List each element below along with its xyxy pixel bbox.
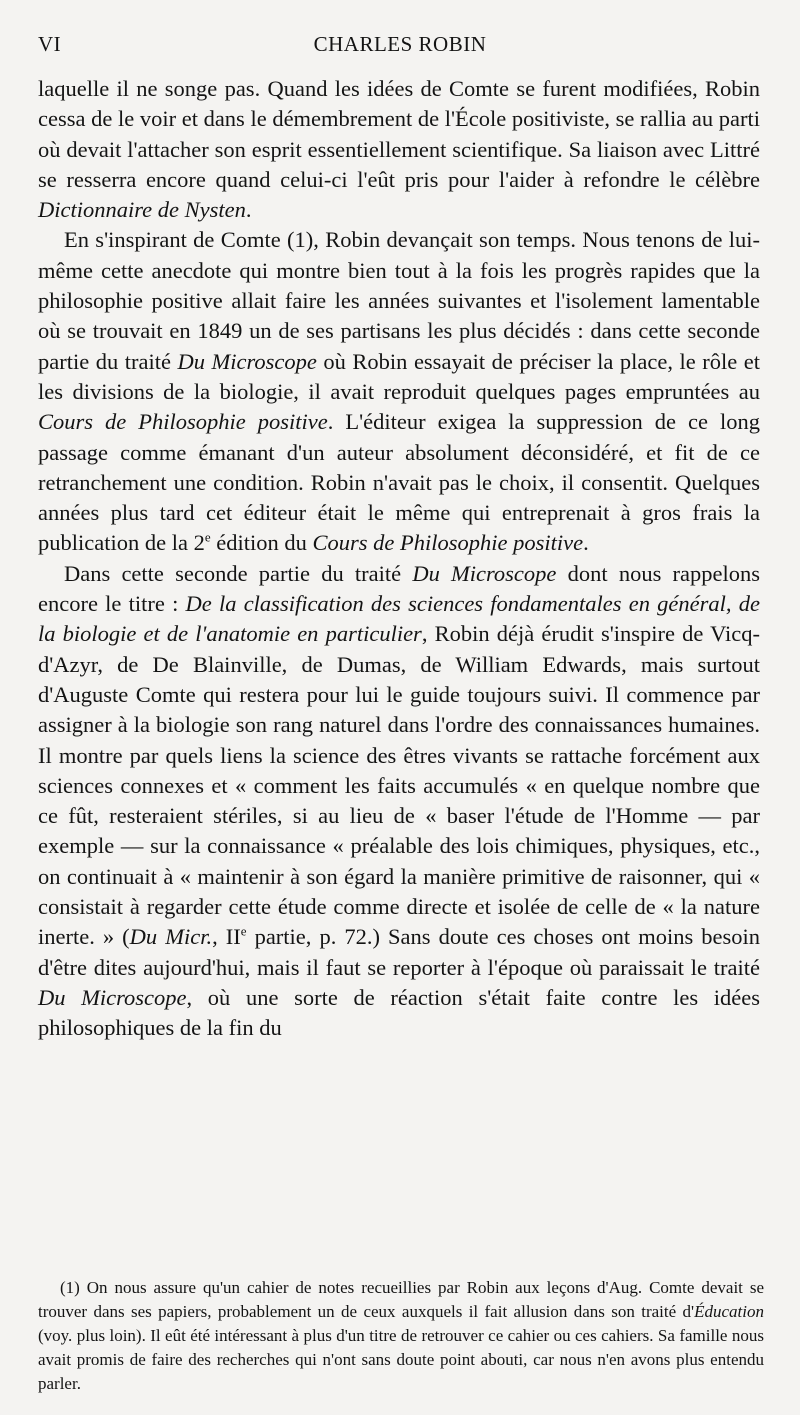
paragraph-3 [38,559,760,1044]
text-run: . L'éditeur exigea la suppression de ce long passage comme émanant d'un auteur absolument déconsidéré, et fit de ce retranchement une condition. Robin n'avait pas le choix, il consentit. Quelques années plus tard cet éditeur était le même qui entreprenait à gros frais la publication de la 2 [38,409,760,556]
page-number: VI [38,32,62,56]
italic-run: Du Microscope [412,560,557,586]
footnote-run-italic: Éducation [694,1302,764,1321]
paragraph-1 [38,74,760,225]
text-run: . [583,530,589,556]
body-text [38,74,760,1044]
italic-run: De la classification des sciences fondamentales en général, de la biologie et de l'anatomie en particulier [38,591,760,647]
italic-run: Cours de Philosophie positive [38,409,328,435]
text-run: édition du [210,530,313,556]
superscript-run: e [240,923,247,939]
footnote [38,1276,764,1396]
superscript-run: e [204,529,211,545]
text-run: Dans cette seconde partie du traité [64,560,413,586]
italic-run: Cours de Philosophie positive [312,530,584,556]
footnote-run-text: (voy. plus loin). Il eût été intéressant à plus d'un titre de retrouver ce cahier ou ces cahiers. Sa famille nous avait promis de faire des recherches qui n'ont sans doute point abouti, car nous n'en avons plus entendu parler. [38,1326,764,1393]
text-run: laquelle il ne songe pas. Quand les idées de Comte se furent modifiées, Robin cessa de le voir et dans le démembrement de l'École positiviste, se rallia au parti où devait l'attacher son esprit essentiellement scientifique. Sa liaison avec Littré se resserra encore quand celui-ci l'eût pris pour l'aider à refondre le célèbre [38,76,760,192]
italic-run: Du Microscope [177,348,317,374]
italic-run: Du Microscope [38,984,187,1010]
text-run: . [245,197,252,223]
text-run: partie, p. 72.) Sans doute ces choses ont moins besoin d'être dites aujourd'hui, mais il faut se reporter à l'époque où paraissait le traité [38,924,760,980]
footnote-text [38,1276,764,1396]
text-run: , II [212,924,241,950]
footnote-run-text: (1) On nous assure qu'un cahier de notes recueillies par Robin aux leçons d'Aug. Comte devait se trouver dans ses papiers, probablement un de ceux auxquels il fait allusion dans son traité d' [38,1278,764,1321]
italic-run: Dictionnaire de Nysten [38,197,246,223]
text-run: , où une sorte de réaction s'était faite contre les idées philosophiques de la fin du [38,984,760,1041]
running-head [38,32,762,62]
italic-run: Du Micr. [129,924,213,950]
paragraph-2 [38,225,760,558]
text-run: dont nous rappelons encore le titre : [38,560,761,617]
text-run: En s'inspirant de Comte (1), Robin devançait son temps. Nous tenons de lui-même cette anecdote qui montre bien tout à la fois les progrès rapides que la philosophie positive allait faire les années suivantes et l'isolement lamentable où se trouvait en 1849 un de ses partisans les plus décidés : dans cette seconde partie du traité [38,227,760,374]
text-run: , Robin déjà érudit s'inspire de Vicq-d'Azyr, de De Blainville, de Dumas, de William Edwards, mais surtout d'Auguste Comte qui restera pour lui le guide toujours suivi. Il commence par assigner à la biologie son rang naturel dans l'ordre des connaissances humaines. Il montre par quels liens la science des êtres vivants se rattache forcément aux sciences connexes et « comment les faits accumulés « en quelque nombre que ce fût, resteraient stériles, si au lieu de « baser l'étude de l'Homme — par exemple — sur la connaissance « préalable des lois chimiques, physiques, etc., on continuait à « maintenir à son égard la manière primitive de raisonner, qui « consistait à regarder cette étude comme directe et isolée de celle de « la nature inerte. » ( [38,621,760,950]
running-title: CHARLES ROBIN [313,32,487,56]
text-run: où Robin essayait de préciser la place, le rôle et les divisions de la biologie, il avait reproduit quelques pages empruntées au [38,348,760,404]
